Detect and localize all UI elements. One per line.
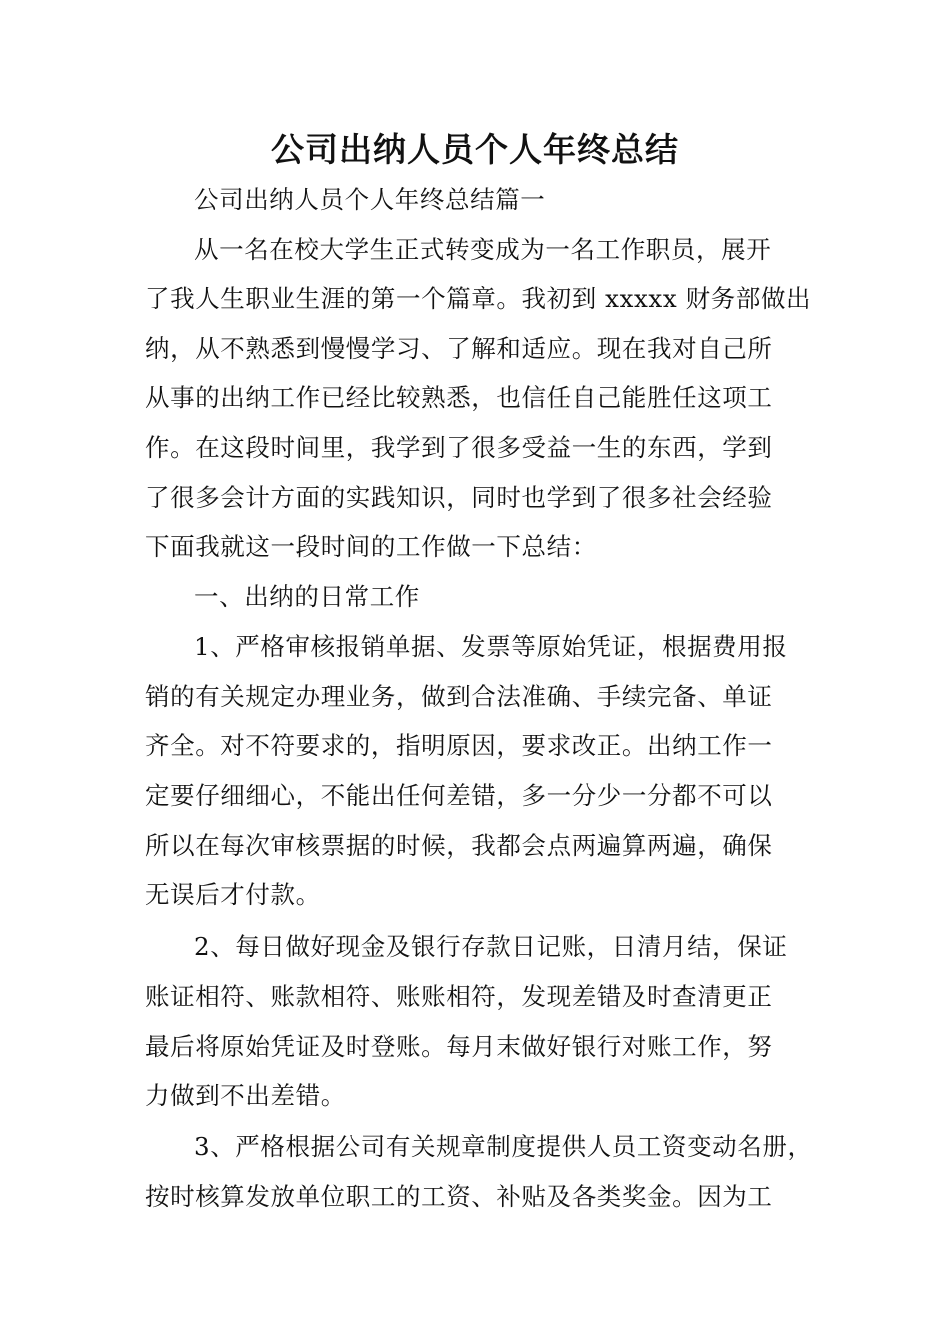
paragraph-line: 按时核算发放单位职工的工资、补贴及各类奖金。因为工: [145, 1182, 773, 1211]
paragraph-line: 最后将原始凭证及时登账。每月末做好银行对账工作，努: [145, 1032, 773, 1061]
paragraph-line: 无误后才付款。: [145, 880, 321, 909]
paragraph-line: 1、严格审核报销单据、发票等原始凭证，根据费用报: [194, 632, 788, 661]
section-heading: 一、出纳的日常工作: [194, 582, 420, 611]
paragraph-line: 从一名在校大学生正式转变成为一名工作职员，展开: [194, 235, 772, 264]
paragraph-line: 从事的出纳工作已经比较熟悉，也信任自己能胜任这项工: [145, 383, 773, 412]
paragraph-line: 下面我就这一段时间的工作做一下总结：: [145, 532, 597, 561]
paragraph-line: 了很多会计方面的实践知识，同时也学到了很多社会经验: [145, 483, 773, 512]
paragraph-line: 纳，从不熟悉到慢慢学习、了解和适应。现在我对自己所: [145, 334, 773, 363]
section-heading: 公司出纳人员个人年终总结篇一: [194, 185, 546, 214]
paragraph-line: 所以在每次审核票据的时候，我都会点两遍算两遍，确保: [145, 831, 773, 860]
paragraph-line: 3、严格根据公司有关规章制度提供人员工资变动名册，: [194, 1132, 813, 1161]
paragraph-line: 账证相符、账款相符、账账相符，发现差错及时查清更正: [145, 982, 773, 1011]
paragraph-line: 齐全。对不符要求的，指明原因，要求改正。出纳工作一: [145, 731, 773, 760]
paragraph-line: 销的有关规定办理业务，做到合法准确、手续完备、单证: [145, 682, 773, 711]
paragraph-line: 作。在这段时间里，我学到了很多受益一生的东西，学到: [145, 433, 773, 462]
paragraph-line: 了我人生职业生涯的第一个篇章。我初到 xxxxx 财务部做出: [145, 284, 812, 313]
document-title: 公司出纳人员个人年终总结: [271, 130, 679, 169]
paragraph-line: 定要仔细细心，不能出任何差错，多一分少一分都不可以: [145, 781, 773, 810]
paragraph-line: 力做到不出差错。: [145, 1081, 346, 1110]
paragraph-line: 2、每日做好现金及银行存款日记账，日清月结，保证: [194, 932, 788, 961]
